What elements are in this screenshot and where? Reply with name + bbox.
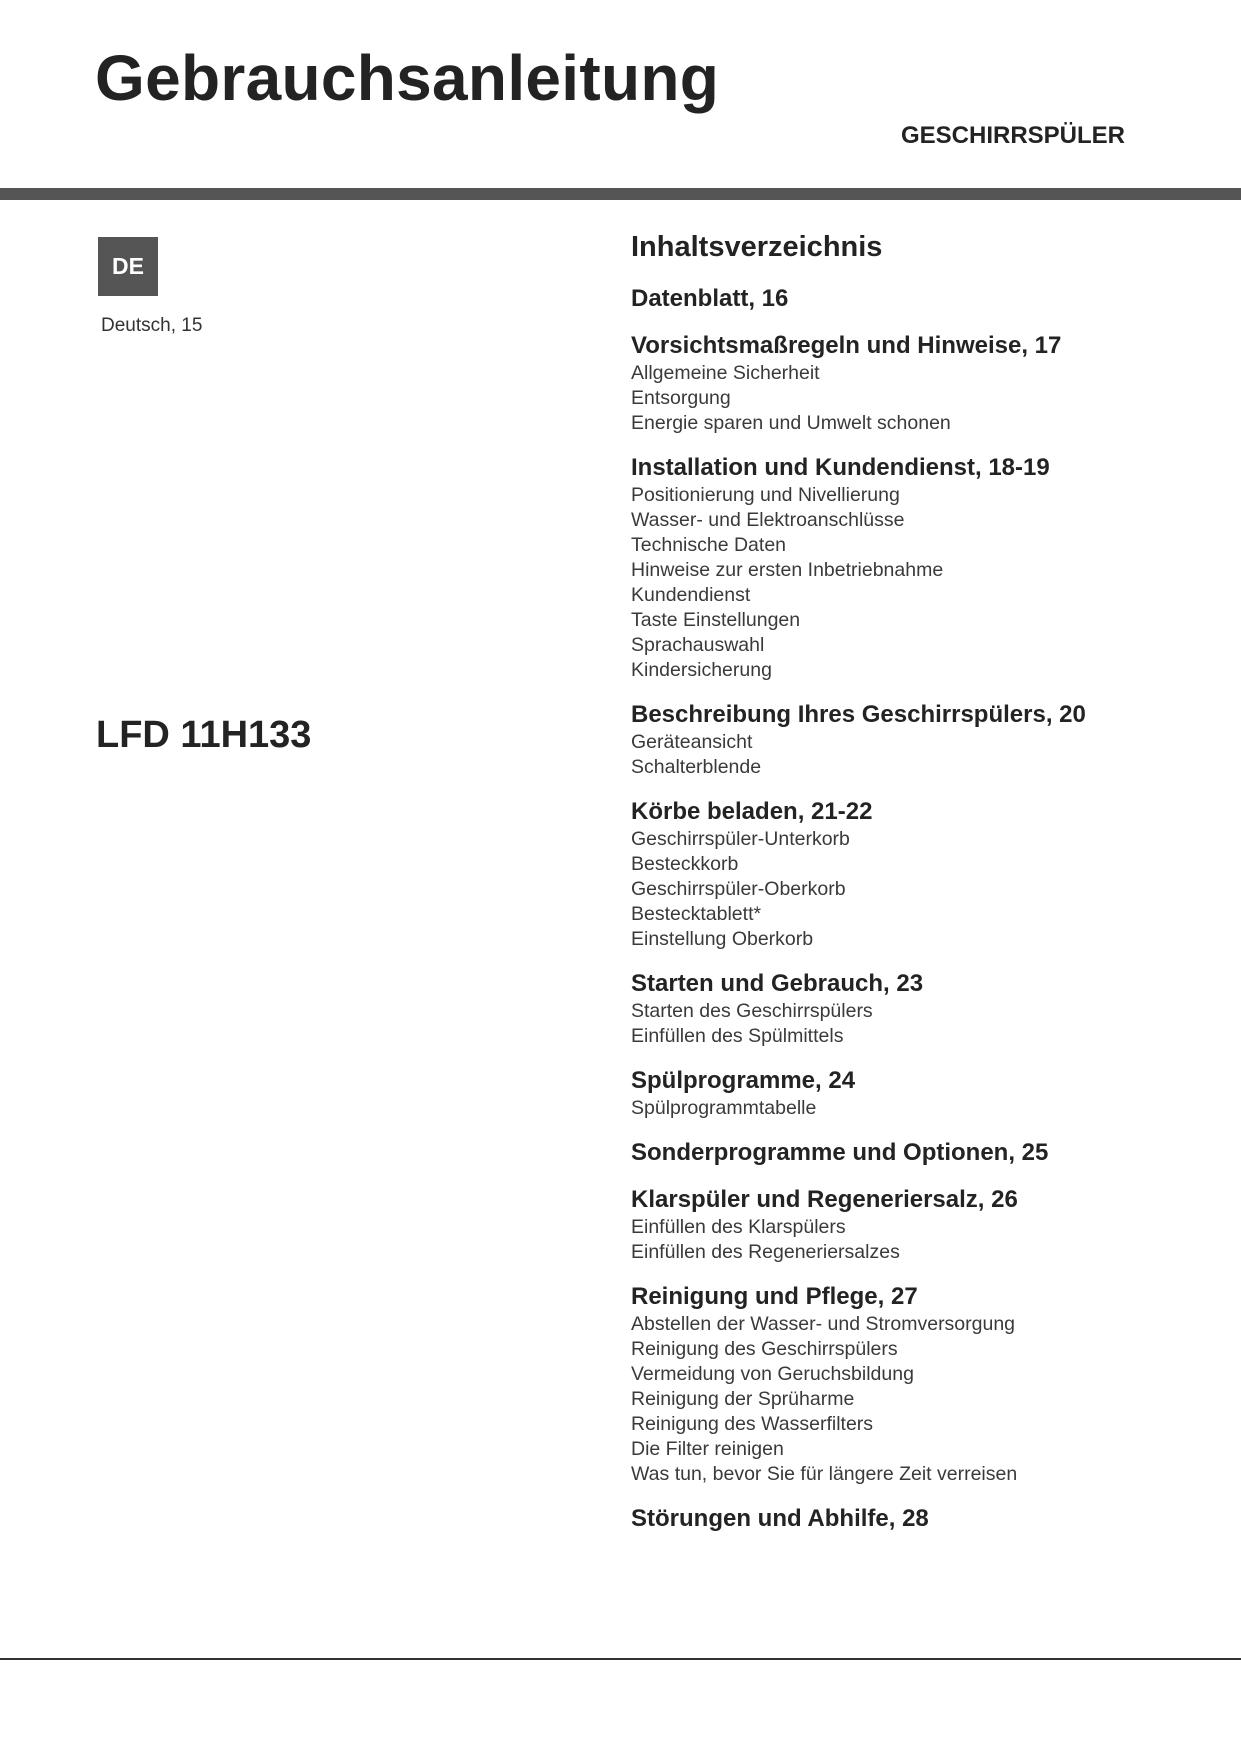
toc-subitem: Vermeidung von Geruchsbildung [631,1362,914,1385]
language-page-reference: Deutsch, 15 [101,315,203,336]
toc-subitem: Einfüllen des Klarspülers [631,1215,846,1238]
toc-subitem: Was tun, bevor Sie für längere Zeit verreisen [631,1462,1018,1485]
toc-subitem: Hinweise zur ersten Inbetriebnahme [631,558,944,581]
toc-section [631,452,1191,683]
toc-subitem: Einstellung Oberkorb [631,927,814,950]
toc-subitem: Reinigung des Geschirrspülers [631,1337,898,1360]
toc-section [631,968,1191,1049]
toc-subitem: Technische Daten [631,533,787,556]
toc-subitem: Spülprogrammtabelle [631,1096,817,1119]
toc-subitem: Energie sparen und Umwelt schonen [631,411,951,434]
toc-section [631,796,1191,952]
toc-subitem: Positionierung und Nivellierung [631,483,900,506]
toc-section [631,699,1191,780]
toc-subitem: Kindersicherung [631,658,772,681]
toc-section-title: Beschreibung Ihres Geschirrspülers, 20 [631,700,1086,728]
toc-section-title: Datenblatt, 16 [631,284,789,312]
toc-section [631,1065,1191,1121]
toc-subitem: Geschirrspüler-Unterkorb [631,827,850,850]
toc-subitem: Reinigung des Wasserfilters [631,1412,874,1435]
model-number: LFD 11H133 [96,714,312,756]
toc-sections [631,283,1191,1534]
toc-subitem: Geschirrspüler-Oberkorb [631,877,846,900]
toc-subitem: Die Filter reinigen [631,1437,784,1460]
toc-subitem: Kundendienst [631,583,751,606]
toc-section-title: Installation und Kundendienst, 18-19 [631,453,1050,481]
toc-subitem: Starten des Geschirrspülers [631,999,873,1022]
toc-section [631,330,1191,436]
toc-subitem: Sprachauswahl [631,633,765,656]
toc-section [631,1503,1191,1534]
toc-section-title: Starten und Gebrauch, 23 [631,969,924,997]
toc-section [631,1281,1191,1487]
toc-subitem: Wasser- und Elektroanschlüsse [631,508,905,531]
language-badge: DE [98,237,158,296]
toc-section [631,1184,1191,1265]
toc-section-title: Störungen und Abhilfe, 28 [631,1504,929,1532]
toc-subitem: Abstellen der Wasser- und Stromversorgung [631,1312,1016,1335]
toc-subitem: Schalterblende [631,755,762,778]
toc-subitem: Bestecktablett* [631,902,762,925]
toc-section-title: Sonderprogramme und Optionen, 25 [631,1138,1049,1166]
table-of-contents [631,230,1191,1550]
toc-section-title: Reinigung und Pflege, 27 [631,1282,918,1310]
toc-section-title: Klarspüler und Regeneriersalz, 26 [631,1185,1018,1213]
toc-subitem: Geräteansicht [631,730,753,753]
toc-section [631,283,1191,314]
document-subtitle: GESCHIRRSPÜLER [900,122,1125,149]
toc-section-title: Körbe beladen, 21-22 [631,797,873,825]
toc-subitem: Taste Einstellungen [631,608,801,631]
toc-heading: Inhaltsverzeichnis [631,231,883,263]
document-title: Gebrauchsanleitung [95,42,720,114]
toc-subitem: Allgemeine Sicherheit [631,361,820,384]
toc-subitem: Reinigung der Sprüharme [631,1387,855,1410]
toc-section [631,1137,1191,1168]
toc-section-title: Spülprogramme, 24 [631,1066,856,1094]
footer-divider [0,1658,1241,1660]
toc-subitem: Besteckkorb [631,852,739,875]
toc-section-title: Vorsichtsmaßregeln und Hinweise, 17 [631,331,1062,359]
toc-subitem: Einfüllen des Regeneriersalzes [631,1240,900,1263]
toc-subitem: Entsorgung [631,386,731,409]
header-divider [0,188,1241,200]
toc-subitem: Einfüllen des Spülmittels [631,1024,844,1047]
